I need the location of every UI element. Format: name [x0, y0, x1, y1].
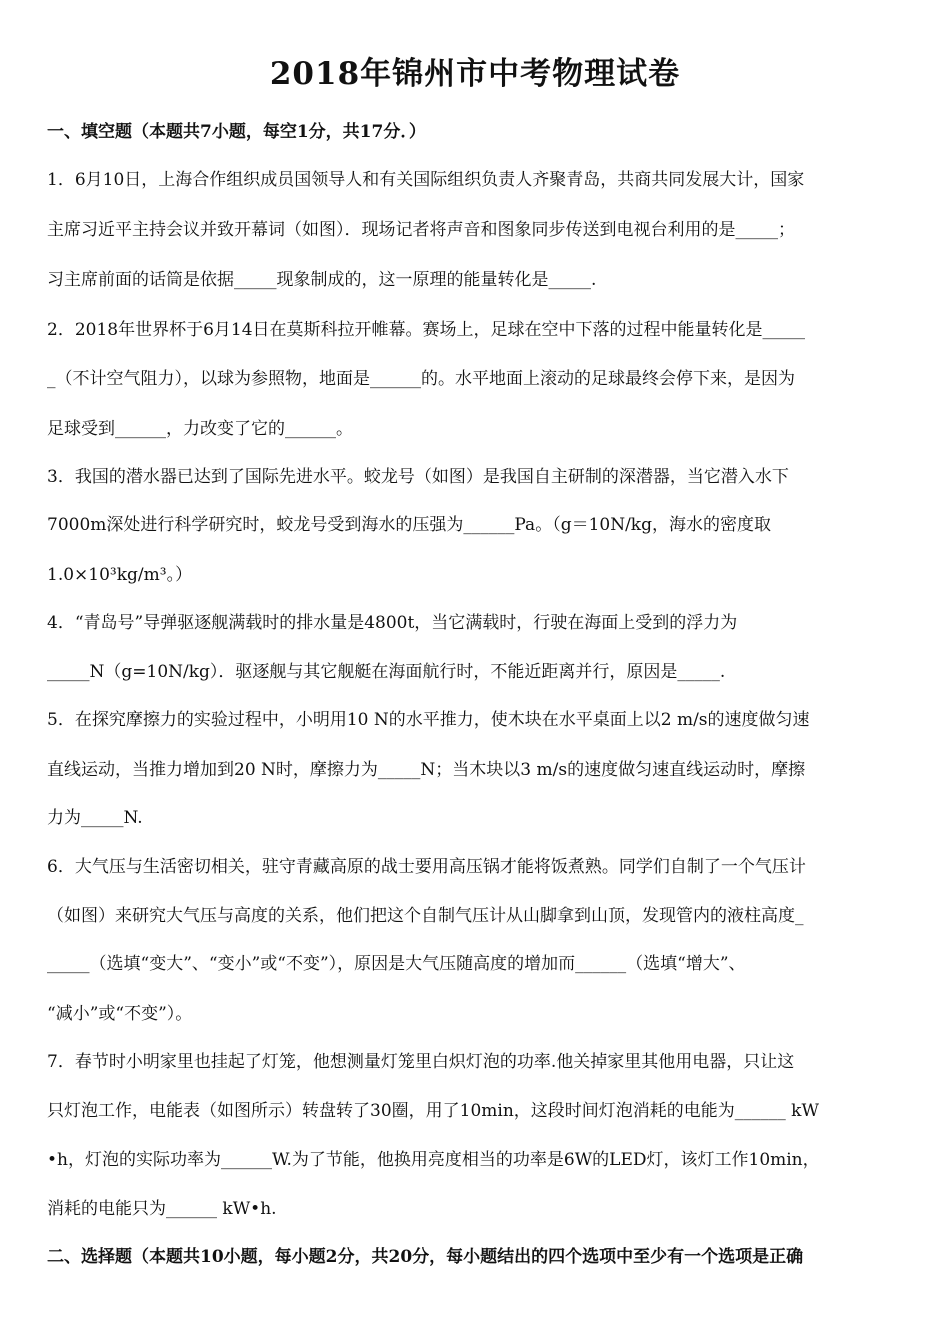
question-2-line-1: 2．2018年世界杯于6月14日在莫斯科拉开帷幕。赛场上，足球在空中下落的过程中能量转化是_____	[47, 320, 806, 340]
question-6-line-3: _____（选填“变大”、“变小”或“不变”），原因是大气压随高度的增加而______（选填“增大”、	[47, 954, 746, 974]
question-7-line-2: 只灯泡工作，电能表（如图所示）转盘转了30圈，用了10min，这段时间灯泡消耗的电能为______ kW	[47, 1101, 819, 1121]
question-2-line-2: _（不计空气阻力），以球为参照物，地面是______的。水平地面上滚动的足球最终会停下来，是因为	[47, 369, 795, 389]
question-1-line-1: 1．6月10日，上海合作组织成员国领导人和有关国际组织负责人齐聚青岛，共商共同发展大计，国家	[47, 170, 805, 190]
section-heading-fill-in: 一、填空题（本题共7小题，每空1分，共17分．）	[47, 122, 426, 142]
question-6-line-4: “减小”或“不变”）。	[47, 1004, 193, 1024]
page-title: 2018年锦州市中考物理试卷	[269, 56, 681, 92]
question-7-line-1: 7．春节时小明家里也挂起了灯笼，他想测量灯笼里白炽灯泡的功率.他关掉家里其他用电器，只让这	[47, 1052, 795, 1072]
question-2-line-3: 足球受到______，力改变了它的______。	[47, 419, 353, 439]
question-5-line-1: 5．在探究摩擦力的实验过程中，小明用10 N的水平推力，使木块在水平桌面上以2 m/s的速度做匀速	[47, 710, 810, 730]
question-5-line-2: 直线运动，当推力增加到20 N时，摩擦力为_____N；当木块以3 m/s的速度做匀速直线运动时，摩擦	[47, 760, 806, 780]
question-6-line-2: （如图）来研究大气压与高度的关系，他们把这个自制气压计从山脚拿到山顶，发现管内的液柱高度_	[47, 906, 804, 926]
question-1-line-2: 主席习近平主持会议并致开幕词（如图）．现场记者将声音和图象同步传送到电视台利用的是_____；	[47, 220, 795, 240]
question-3-line-1: 3．我国的潜水器已达到了国际先进水平。蛟龙号（如图）是我国自主研制的深潜器，当它潜入水下	[47, 467, 789, 487]
question-3-line-2: 7000m深处进行科学研究时，蛟龙号受到海水的压强为______Pa。（g＝10N/kg，海水的密度取	[47, 515, 771, 535]
question-4-line-1: 4．“青岛号”导弹驱逐舰满载时的排水量是4800t，当它满载时，行驶在海面上受到的浮力为	[47, 613, 738, 633]
question-4-line-2: _____N（g=10N/kg）．驱逐舰与其它舰艇在海面航行时，不能近距离并行，原因是_____.	[47, 662, 726, 682]
question-7-line-4: 消耗的电能只为______ kW•h.	[47, 1199, 277, 1219]
section-heading-multiple-choice: 二、选择题（本题共10小题，每小题2分，共20分，每小题结出的四个选项中至少有一个选项是正确	[47, 1247, 804, 1267]
question-1-line-3: 习主席前面的话筒是依据_____现象制成的，这一原理的能量转化是_____.	[47, 270, 597, 290]
question-7-line-3: •h，灯泡的实际功率为______W.为了节能，他换用亮度相当的功率是6W的LED灯，该灯工作10min，	[47, 1150, 820, 1170]
question-5-line-3: 力为_____N.	[47, 808, 143, 828]
question-3-line-3: 1.0×10³kg/m³。）	[47, 565, 193, 585]
question-6-line-1: 6．大气压与生活密切相关，驻守青藏高原的战士要用高压锅才能将饭煮熟。同学们自制了一个气压计	[47, 857, 806, 877]
